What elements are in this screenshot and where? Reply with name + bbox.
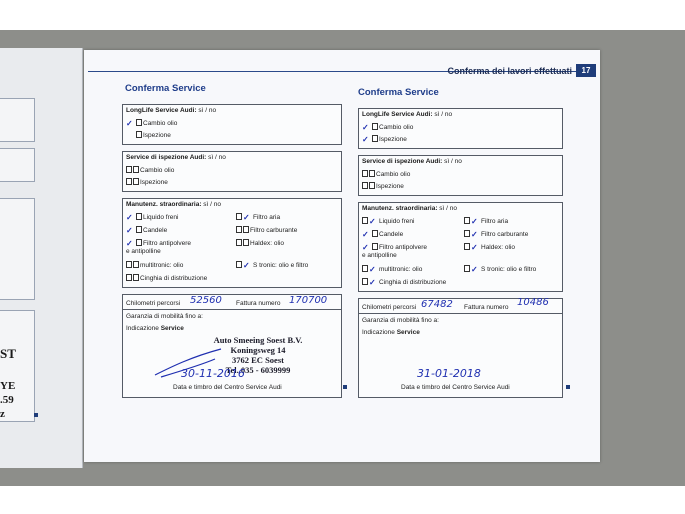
checkbox-row[interactable]: ✓ multitronic: olio [362,265,422,274]
corner-marker [343,385,347,389]
checkbox-row[interactable]: Ispezione [362,182,404,190]
checkbox-row[interactable]: Cambio olio [362,170,410,178]
checkbox-row[interactable]: ✓ S tronic: olio e filtro [464,265,536,274]
km-value[interactable]: 52560 [190,295,222,306]
checkbox-row[interactable]: ✓ Liquido freni [362,217,414,226]
km-label: Chilometri percorsi [126,300,181,307]
prev-box [0,148,35,182]
longlife-box [358,108,563,149]
column-title: Conferma Service [358,87,439,98]
checkbox-row[interactable]: ✓ Cambio olio [126,119,178,128]
checkbox-row[interactable]: Haldex: olio [236,239,284,247]
checkbox-row[interactable]: Ispezione [126,178,168,186]
indicazione-label: Indicazione Service [362,329,420,336]
manutenz-box [122,198,342,288]
prev-fragment: .59 [0,394,14,406]
previous-page [0,48,83,468]
fattura-label: Fattura numero [464,304,509,311]
prev-box [0,198,35,300]
checkbox-row[interactable]: ✓ Cinghia di distribuzione [362,278,446,287]
km-value[interactable]: 67482 [421,299,453,310]
box-title: LongLife Service Audi: sì / no [126,107,217,114]
checkbox-row[interactable]: ✓ Filtro aria [464,217,508,226]
km-box [122,294,342,398]
fattura-label: Fattura numero [236,300,281,307]
checkbox-row[interactable]: ✓ Cambio olio [362,123,414,132]
ispezione-box [122,151,342,192]
checkbox-row[interactable]: ✓ Filtro carburante [464,230,528,239]
service-date[interactable]: 30-11-2016 [181,367,245,380]
checkbox-row[interactable]: ✓ Candele [362,230,404,239]
checkbox-row[interactable]: ✓ Ispezione [362,135,407,144]
checkbox-row[interactable]: multitronic: olio [126,261,183,269]
checkbox-row[interactable]: ✓ Liquido freni [126,213,179,222]
corner-marker [566,385,570,389]
prev-box [0,98,35,142]
photo-background [0,30,685,486]
prev-fragment: ST [0,346,16,361]
stamp-footer: Data e timbro del Centro Service Audi [173,384,282,391]
checkbox-row[interactable]: ✓ Candele [126,226,168,235]
box-title: Service di ispezione Audi: sì / no [126,154,226,161]
manutenz-box [358,202,563,292]
fattura-value[interactable]: 10486 [517,297,549,308]
column-title: Conferma Service [125,83,206,94]
garanzia-label: Garanzia di mobilità fino a: [126,313,203,320]
indicazione-label: Indicazione Service [126,325,184,332]
checkbox-row[interactable]: ✓ S tronic: olio e filtro [236,261,308,270]
longlife-box [122,104,342,145]
checkbox-row[interactable]: ✓ Haldex: olio [464,243,515,252]
service-page [84,50,600,462]
garanzia-label: Garanzia di mobilità fino a: [362,317,439,324]
checkbox-row[interactable]: Ispezione [126,131,171,139]
box-title: LongLife Service Audi: sì / no [362,111,453,118]
checkbox-row[interactable]: ✓ Filtro aria [236,213,280,222]
prev-fragment: z [0,408,5,420]
divider [123,309,341,310]
checkbox-row[interactable]: ✓ Filtro antipolvere [362,243,428,252]
checkbox-row[interactable]: Cinghia di distribuzione [126,274,207,282]
checkbox-row-cont: e antipolline [362,252,397,259]
prev-fragment: YE [0,380,16,392]
fattura-value[interactable]: 170700 [289,295,328,306]
page-number: 17 [576,64,596,77]
divider [359,313,562,314]
stamp-footer: Data e timbro del Centro Service Audi [401,384,510,391]
ispezione-box [358,155,563,196]
corner-marker [34,413,38,417]
dealer-stamp: Auto Smeeing Soest B.V. Koningsweg 14 3762 EC Soest Tel. 035 - 6039999 [213,335,303,375]
box-title: Service di ispezione Audi: sì / no [362,158,462,165]
page-header-title: Conferma dei lavori effettuati [447,66,572,76]
checkbox-row-cont: e antipolline [126,248,161,255]
box-title: Manutenz. straordinaria: sì / no [362,205,458,212]
checkbox-row[interactable]: ✓ Filtro antipolvere [126,239,192,248]
km-label: Chilometri percorsi [362,304,417,311]
service-date[interactable]: 31-01-2018 [417,367,481,380]
box-title: Manutenz. straordinaria: sì / no [126,201,222,208]
checkbox-row[interactable]: Cambio olio [126,166,174,174]
checkbox-row[interactable]: Filtro carburante [236,226,297,234]
km-box [358,298,563,398]
